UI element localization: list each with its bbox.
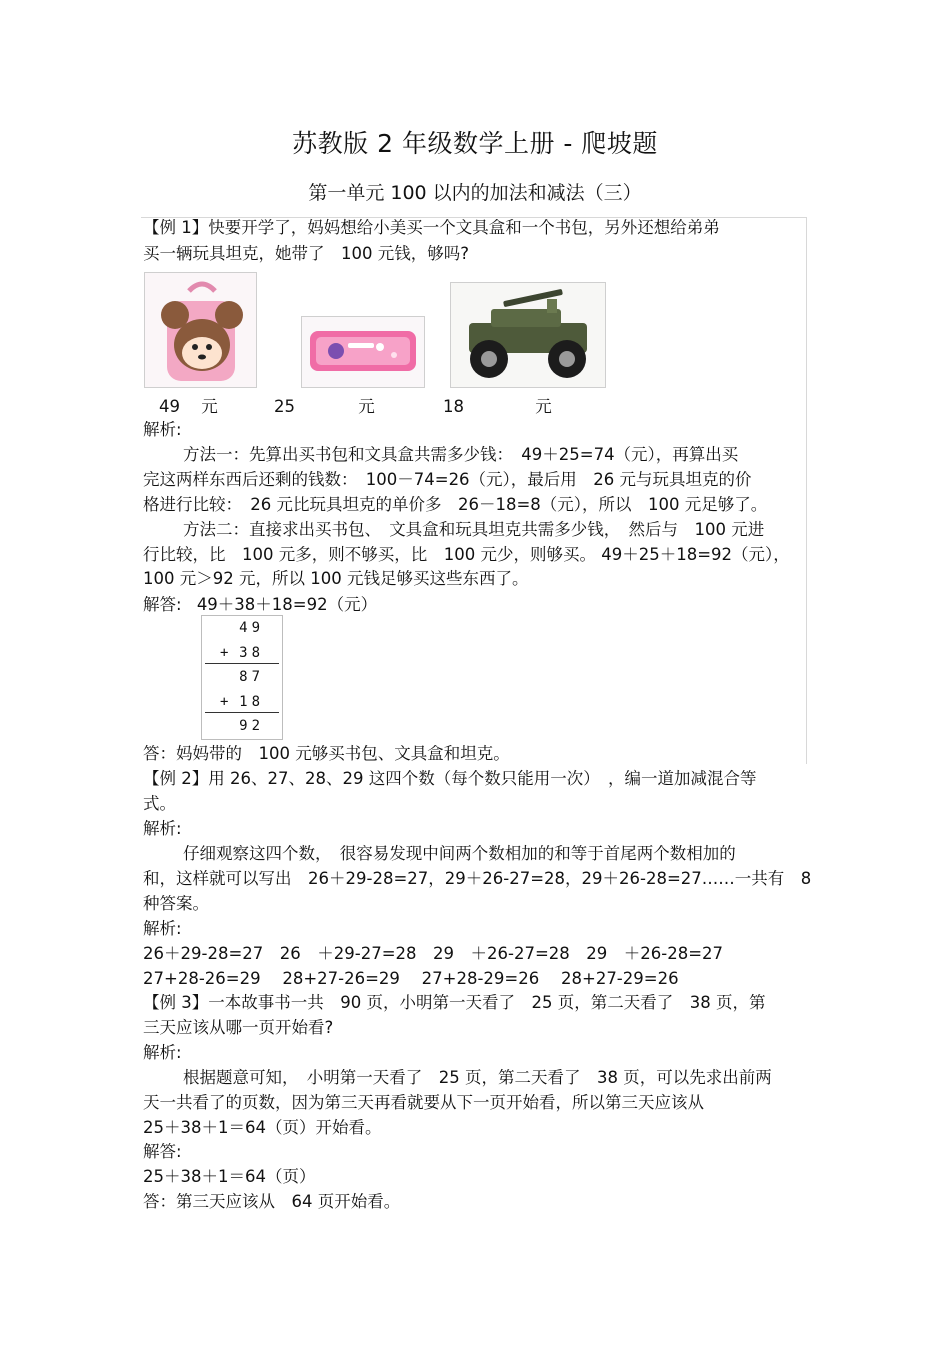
- price-backpack: [159, 393, 218, 417]
- price-value: 49: [159, 397, 180, 416]
- toy-tank-image: [450, 282, 606, 388]
- vertical-calculation: [201, 615, 283, 740]
- example2-analysis-line3: 种答案。: [143, 894, 209, 913]
- price-unit: 元: [358, 397, 375, 416]
- example1-question-line2: 买一辆玩具坦克，她带了 100 元钱，够吗?: [143, 244, 469, 263]
- price-tank: [443, 393, 552, 417]
- calc-row: 18: [239, 694, 264, 710]
- method1-line2: 完这两样东西后还剩的钱数： 100－74=26（元），最后用 26 元与玩具坦克的价: [143, 470, 752, 489]
- example2-analysis-line2: 和，这样就可以写出 26＋29-28=27，29＋26-27=28，29＋26-28=27……一共有 8: [143, 869, 812, 888]
- example2-analysis-label2: 解析:: [143, 919, 182, 938]
- answer-expression: 49＋38＋18=92（元）: [196, 595, 378, 614]
- example3-answer-expression: 25＋38＋1＝64（页）: [143, 1167, 316, 1186]
- price-unit: 元: [535, 397, 552, 416]
- calc-row: 49: [239, 620, 264, 636]
- backpack-image: [144, 272, 257, 388]
- example3-answer-label: 解答:: [143, 1142, 182, 1161]
- example2-question-line1: 【例 2】用 26、27、28、29 这四个数（每个数只能用一次） ，编一道加减混合等: [143, 769, 757, 788]
- example2-solutions-line2: 27+28-26=29 28+27-26=29 27+28-29=26 28+27-29=26: [143, 969, 679, 988]
- page-subtitle: 第一单元 100 以内的加法和减法（三）: [308, 182, 642, 204]
- example2-question-line2: 式。: [143, 794, 176, 813]
- pencil-box-image: [301, 316, 425, 388]
- calc-rule: [205, 663, 279, 664]
- answer-label: 解答:: [143, 595, 182, 614]
- method2-line3: 100 元＞92 元，所以 100 元钱足够买这些东西了。: [143, 569, 529, 588]
- example3-analysis-line1: 根据题意可知， 小明第一天看了 25 页，第二天看了 38 页，可以先求出前两: [183, 1068, 772, 1087]
- method1-line1: 方法一：先算出买书包和文具盒共需多少钱： 49＋25=74（元），再算出买: [183, 445, 739, 464]
- method2-line1: 方法二：直接求出买书包、 文具盒和玩具坦克共需多少钱， 然后与 100 元进: [183, 520, 765, 539]
- method2-line2: 行比较，比 100 元多，则不够买，比 100 元少，则够买。 49＋25＋18=92（元），: [143, 545, 790, 564]
- price-pencil-box: [274, 393, 375, 417]
- method1-line3: 格进行比较： 26 元比玩具坦克的单价多 26－18=8（元），所以 100 元足够了。: [143, 495, 768, 514]
- calc-operator: +: [220, 645, 229, 661]
- example2-analysis-label: 解析:: [143, 819, 182, 838]
- price-value: 18: [443, 397, 464, 416]
- calc-row: 87: [239, 669, 264, 685]
- price-value: 25: [274, 397, 295, 416]
- page-title: 苏教版 2 年级数学上册 - 爬坡题: [292, 129, 658, 158]
- price-unit: 元: [201, 397, 218, 416]
- example3-question-line2: 三天应该从哪一页开始看?: [143, 1018, 334, 1037]
- example1-final-answer: 答：妈妈带的 100 元够买书包、文具盒和坦克。: [143, 744, 510, 763]
- example1-analysis-label: 解析:: [143, 420, 182, 439]
- example2-analysis-line1: 仔细观察这四个数， 很容易发现中间两个数相加的和等于首尾两个数相加的: [183, 844, 736, 863]
- calc-row: 92: [239, 718, 264, 734]
- example1-question-line1: 【例 1】快要开学了，妈妈想给小美买一个文具盒和一个书包，另外还想给弟弟: [143, 218, 720, 237]
- calc-operator: +: [220, 694, 229, 710]
- example3-final-answer: 答：第三天应该从 64 页开始看。: [143, 1192, 401, 1211]
- example3-analysis-line2: 天一共看了的页数，因为第三天再看就要从下一页开始看，所以第三天应该从: [143, 1093, 704, 1112]
- example3-analysis-label: 解析:: [143, 1043, 182, 1062]
- calc-rule: [205, 712, 279, 713]
- example3-analysis-line3: 25＋38＋1＝64（页）开始看。: [143, 1118, 382, 1137]
- calc-row: 38: [239, 645, 264, 661]
- example3-question-line1: 【例 3】一本故事书一共 90 页，小明第一天看了 25 页，第二天看了 38 页，第: [143, 993, 766, 1012]
- example2-solutions-line1: 26＋29-28=27 26 ＋29-27=28 29 ＋26-27=28 29 ＋26-28=27: [143, 944, 724, 963]
- example1-answer: [143, 593, 377, 617]
